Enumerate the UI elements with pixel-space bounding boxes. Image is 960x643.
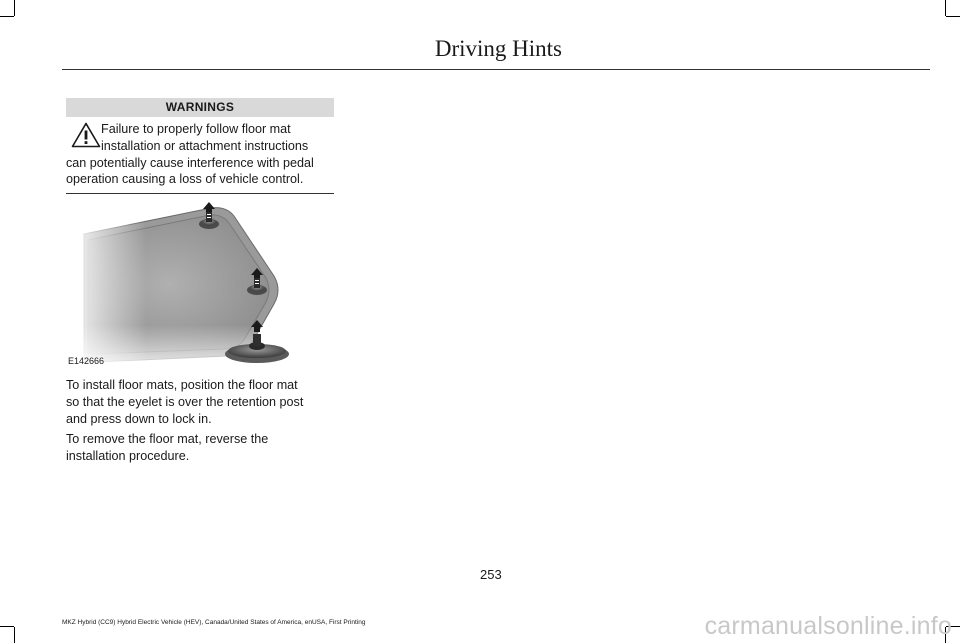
install-line: and press down to lock in.	[66, 412, 212, 426]
crop-mark	[14, 0, 15, 16]
crop-mark	[0, 626, 14, 627]
warning-box	[66, 98, 334, 194]
crop-mark	[0, 16, 14, 17]
warning-line: Failure to properly follow floor mat	[101, 122, 291, 136]
remove-line: installation procedure.	[66, 449, 190, 463]
warning-text	[66, 121, 334, 188]
remove-line: To remove the floor mat, reverse the	[66, 432, 269, 446]
remove-paragraph	[66, 431, 341, 465]
crop-mark	[945, 0, 946, 16]
header-rule	[62, 69, 930, 70]
figure-code: E142666	[68, 356, 105, 366]
section-title: Driving Hints	[434, 36, 562, 61]
crop-mark	[14, 627, 15, 643]
warning-line: can potentially cause interference with pedal	[66, 155, 314, 170]
floor-mat-drawing	[66, 196, 334, 368]
warning-heading: WARNINGS	[66, 98, 334, 117]
watermark: carmanualsonline.info	[704, 612, 952, 640]
page-number: 253	[480, 567, 502, 582]
install-line: To install floor mats, position the floor mat	[66, 378, 298, 392]
install-line: so that the eyelet is over the retention post	[66, 395, 304, 409]
floor-mat-illustration	[66, 196, 334, 368]
edition-footer: MKZ Hybrid (CC9) Hybrid Electric Vehicle (HEV), Canada/United States of America, enUSA, First Printing	[62, 619, 366, 626]
warning-line: operation causing a loss of vehicle control.	[66, 172, 304, 187]
warning-rule	[66, 193, 334, 194]
install-paragraph	[66, 377, 341, 428]
crop-mark	[946, 16, 960, 17]
warning-line: installation or attachment instructions	[101, 138, 309, 153]
warning-triangle-icon	[71, 122, 101, 148]
